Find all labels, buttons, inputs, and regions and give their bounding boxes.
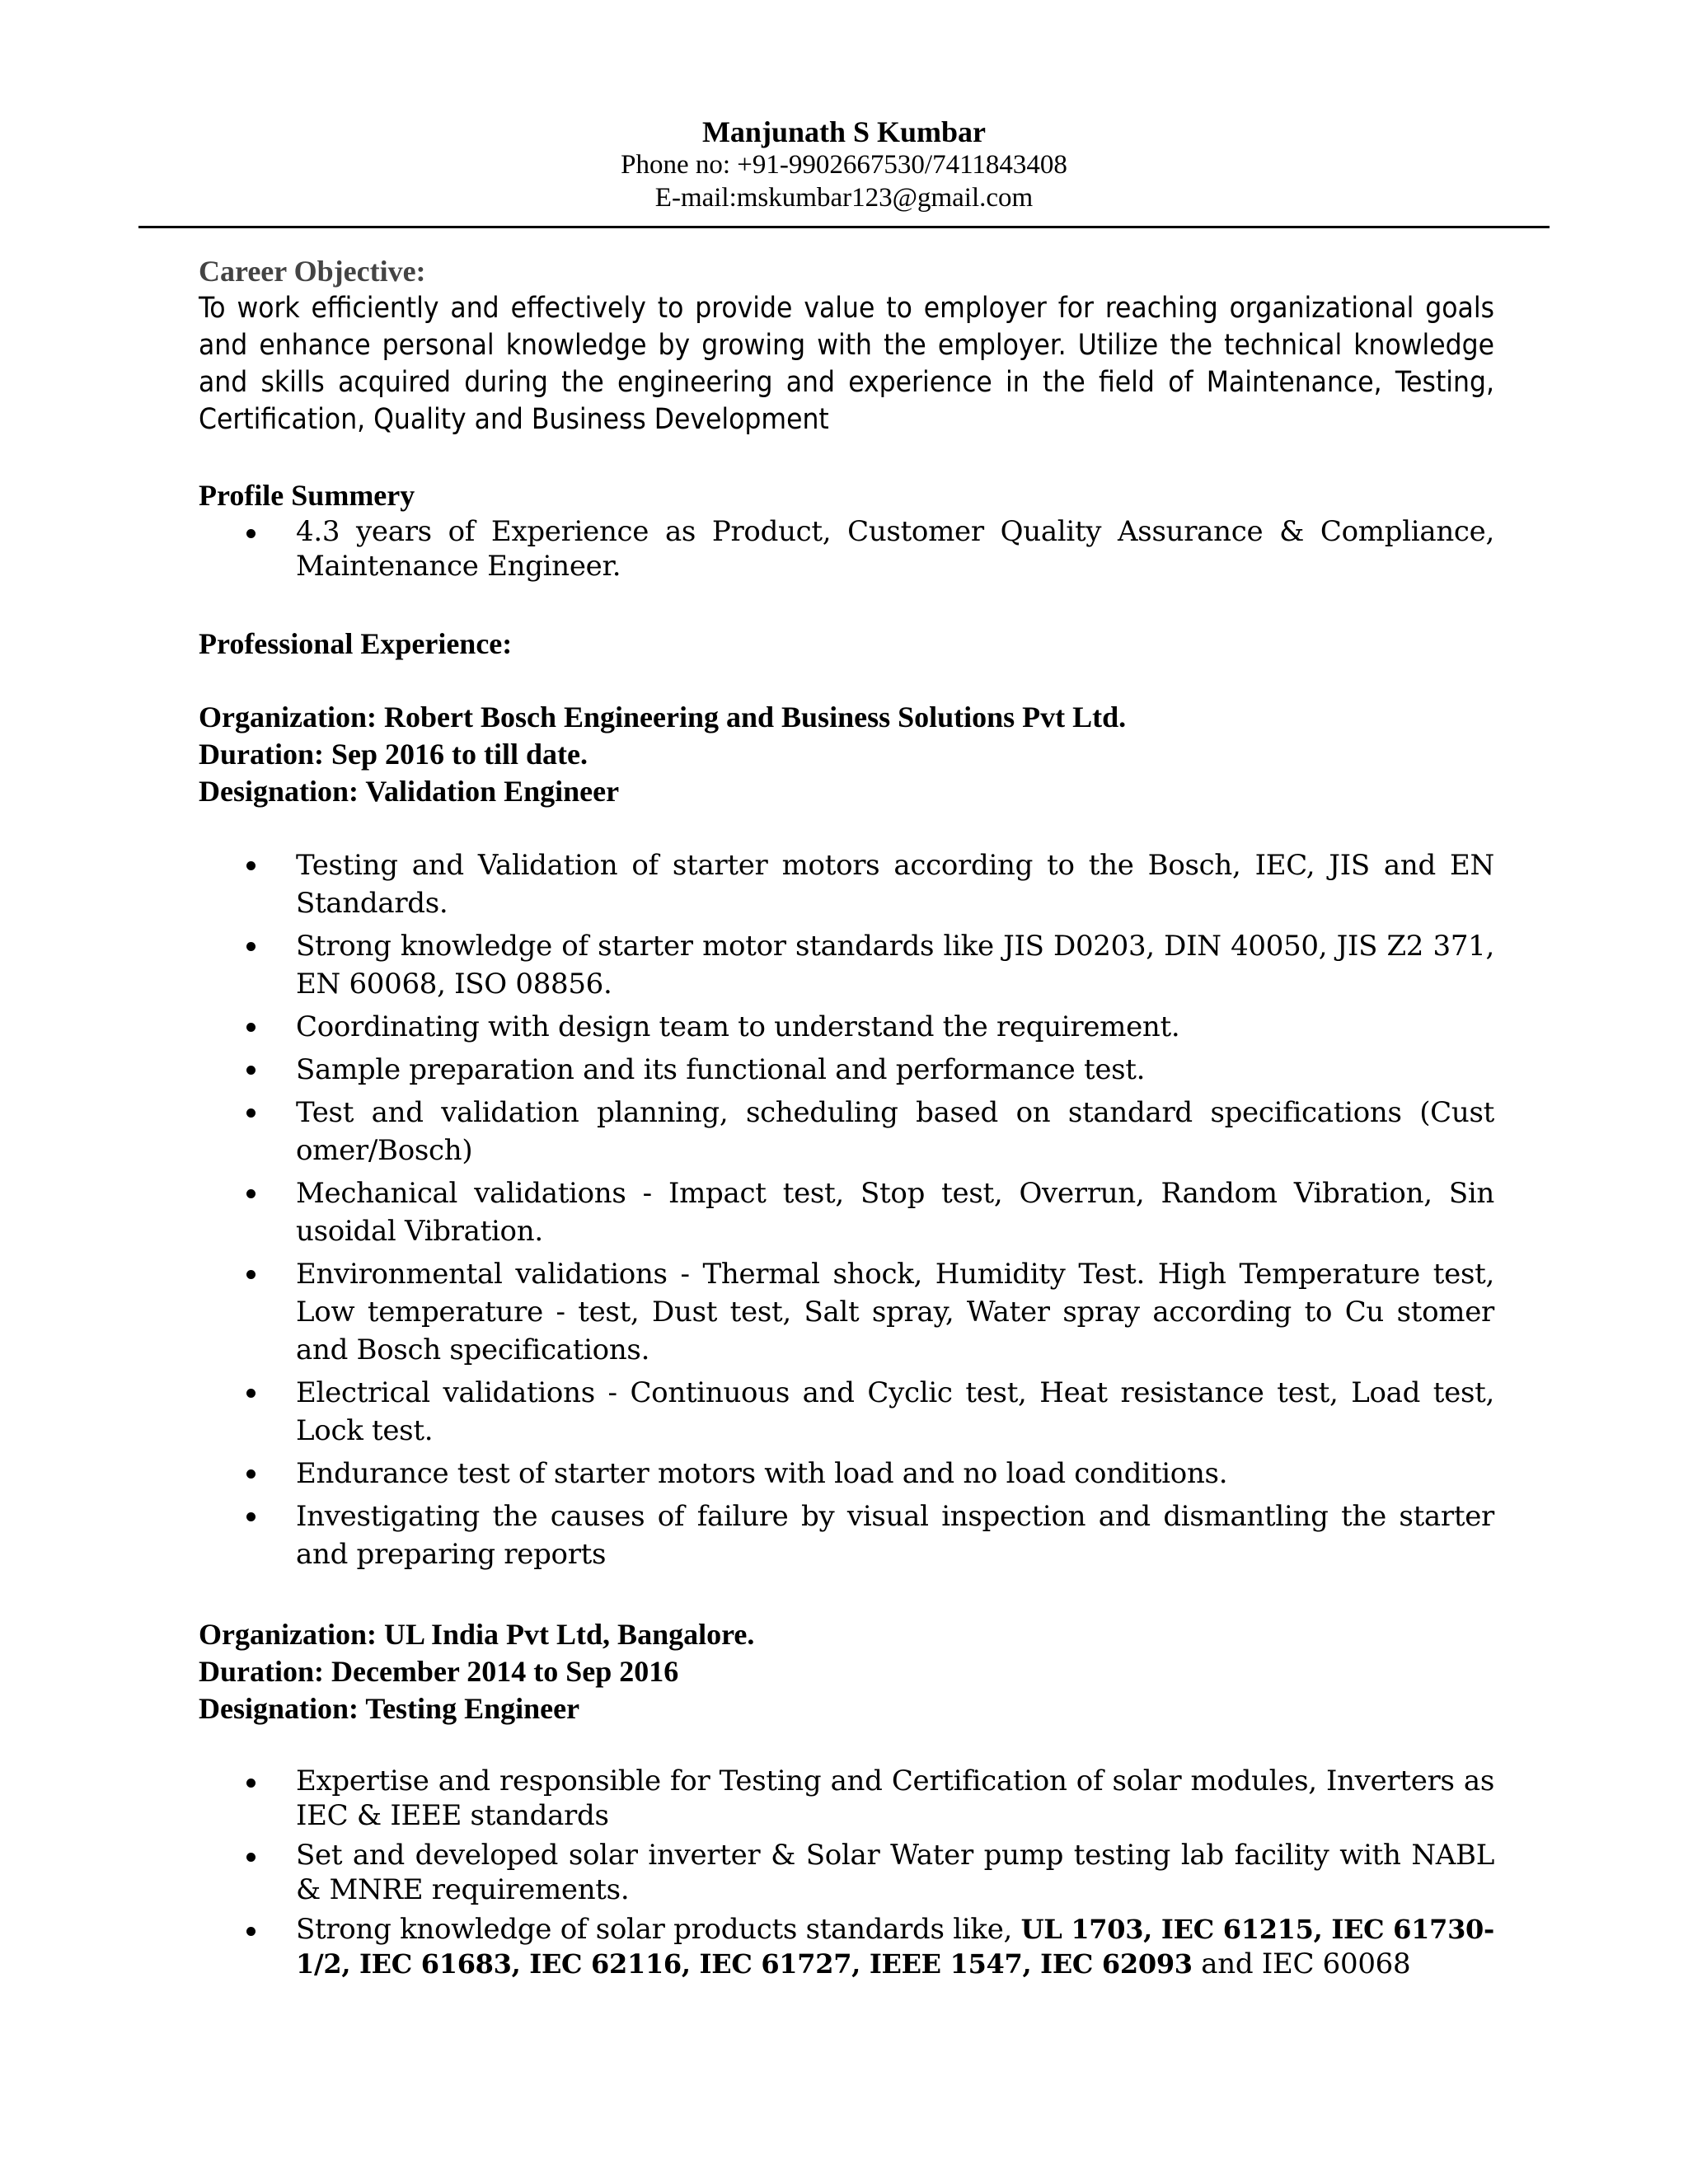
list-item: Mechanical validations - Impact test, Stop test, Overrun, Random Vibration, Sin usoidal Vibration. [199,1174,1494,1250]
bullet-icon [246,529,256,538]
job-responsibilities-list [199,846,1494,1573]
email-address: E-mail:mskumbar123@gmail.com [654,183,1034,213]
phone-number: Phone no: +91-9902667530/7411843408 [621,150,1067,180]
bullet-icon [246,1512,256,1521]
job-designation: Designation: Testing Engineer [199,1692,580,1725]
career-objective-heading: Career Objective: [199,255,426,288]
list-item: Test and validation planning, scheduling based on standard specifications (Cust omer/Bosch) [199,1094,1494,1169]
job-entry-ul-india [199,1616,1494,1981]
job-duration: Duration: December 2014 to Sep 2016 [199,1655,679,1688]
career-objective-text: To work efficiently and effectively to provide value to employer for reaching organizational goals and enhance personal knowledge by growing with the employer. Utilize the technical knowledge and skills acquired during the engineering and experience in the field of Maintenance, Testing, Certification, Quality and Business Development [199,292,1494,436]
bullet-icon [246,1023,256,1032]
bullet-icon [246,861,256,870]
organization-name: Organization: Robert Bosch Engineering and Business Solutions Pvt Ltd. [199,701,1127,733]
job-designation: Designation: Validation Engineer [199,775,620,808]
bullet-icon [246,1779,256,1788]
list-item: Sample preparation and its functional and performance test. [199,1051,1494,1089]
list-item: Testing and Validation of starter motors according to the Bosch, IEC, JIS and EN Standards. [199,846,1494,922]
profile-summary-heading: Profile Summery [199,479,415,512]
bullet-icon [246,1189,256,1198]
header-divider [138,226,1550,228]
list-item: Endurance test of starter motors with load and no load conditions. [199,1455,1494,1493]
standards-list: UL 1703, IEC 61215, IEC 61730-1/2, IEC 61683, IEC 62116, IEC 61727, IEEE 1547, IEC 62093 [296,1914,1494,1980]
resume-body [199,252,1494,1986]
list-item: Strong knowledge of starter motor standards like JIS D0203, DIN 40050, JIS Z2 371, EN 60068, ISO 08856. [199,927,1494,1003]
list-item: Strong knowledge of solar products standards like, UL 1703, IEC 61215, IEC 61730-1/2, IEC 61683, IEC 62116, IEC 61727, IEEE 1547, IEC 62093 and IEC 60068 [199,1912,1494,1981]
bullet-icon [246,942,256,951]
bullet-icon [246,1066,256,1075]
list-item: 4.3 years of Experience as Product, Customer Quality Assurance & Compliance, Maintenance Engineer. [199,514,1494,583]
candidate-name: Manjunath S Kumbar [701,115,987,148]
bullet-icon [246,1270,256,1279]
list-item: Set and developed solar inverter & Solar Water pump testing lab facility with NABL & MNRE requirements. [199,1838,1494,1907]
professional-experience-heading: Professional Experience: [199,627,513,660]
list-item: Environmental validations - Thermal shock, Humidity Test. High Temperature test, Low temperature - test, Dust test, Salt spray, Water spray according to Cu stomer and Bosch specifications. [199,1255,1494,1369]
bullet-icon [246,1927,256,1936]
job-duration: Duration: Sep 2016 to till date. [199,738,588,771]
list-item: Investigating the causes of failure by visual inspection and dismantling the starter and preparing reports [199,1497,1494,1573]
list-item: Electrical validations - Continuous and Cyclic test, Heat resistance test, Load test, Lock test. [199,1374,1494,1450]
bullet-icon [246,1108,256,1118]
bullet-icon [246,1469,256,1479]
bullet-icon [246,1389,256,1398]
organization-name: Organization: UL India Pvt Ltd, Bangalore. [199,1618,755,1651]
job-responsibilities-list [199,1764,1494,1981]
job-entry-bosch [199,699,1494,1573]
list-item: Expertise and responsible for Testing and Certification of solar modules, Inverters as IEC & IEEE standards [199,1764,1494,1833]
resume-header [138,115,1550,214]
profile-summary-list [199,514,1494,583]
bullet-icon [246,1853,256,1862]
list-item: Coordinating with design team to understand the requirement. [199,1008,1494,1046]
